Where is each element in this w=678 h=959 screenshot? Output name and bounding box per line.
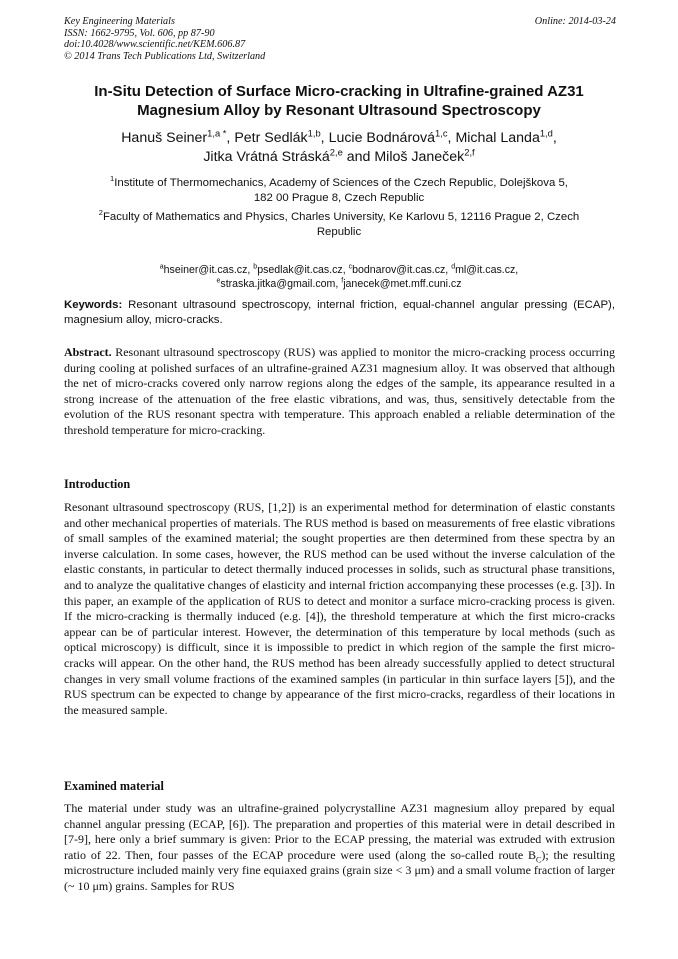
author-name: Jitka Vrátná Stráská <box>203 149 330 165</box>
author-affil-mark: 2,f <box>464 147 475 158</box>
email-address[interactable]: ml@it.cas.cz, <box>455 264 519 276</box>
email-mark: a <box>159 263 164 271</box>
email-mark: e <box>216 277 221 285</box>
email-mark: b <box>253 263 258 271</box>
author-separator: , <box>320 130 329 146</box>
affiliation-text: Republic <box>316 226 362 238</box>
journal-header <box>64 16 616 62</box>
email-line-2 <box>64 277 614 291</box>
title-line-2: Magnesium Alloy by Resonant Ultrasound Spectroscopy <box>137 102 541 119</box>
author-name: Miloš Janeček <box>374 149 465 165</box>
affiliation-2 <box>64 210 614 240</box>
section-heading-introduction: Introduction <box>64 477 131 491</box>
author-affil-mark: 1,d <box>539 128 553 139</box>
route-subscript: C <box>536 855 542 865</box>
abstract-text: Resonant ultrasound spectroscopy (RUS) was applied to monitor the micro-cracking process occurring during cooling at polished surfaces of an ultrafine-grained AZ31 magnesium alloy. It was observed that although the net of micro-cracks covered only narrow regions along the edges of the sample, its appearance resulted in a strong increase of the attenuation of the free elastic vibrations, and was, thus, sensitively detectable from the evolution of the RUS resonant spectra with temperature. This approach enabled a reliable determination of the threshold temperature for micro-cracking. <box>64 345 618 437</box>
author-affil-mark: 1,b <box>307 128 321 139</box>
author-list <box>64 129 614 167</box>
material-text: ); the resulting microstructure included mainly very fine equiaxed grains (grain size < 3 μm) and a small volume fraction of larger (~ 10 μm) grains. Samples for RUS <box>64 847 615 893</box>
email-address[interactable]: psedlak@it.cas.cz, <box>257 264 349 276</box>
doi-line: doi:10.4028/www.scientific.net/KEM.606.87 <box>64 39 246 51</box>
email-mark: c <box>348 263 353 271</box>
author-line-1 <box>64 129 614 148</box>
keywords-label: Keywords: <box>64 299 123 311</box>
affiliation-text: 182 00 Prague 8, Czech Republic <box>253 192 425 204</box>
material-text: The material under study was an ultrafine-grained polycrystalline AZ31 magnesium alloy prepared by equal channel angular pressing (ECAP, [6]). The preparation and properties of this material were in detail described in [7-9], here only a brief summary is given: Prior to the ECAP pressing, the material was extruded with extrusion ratio of 22. Then, four passes of the ECAP procedure were used (along the so-called route B <box>64 801 615 862</box>
abstract-label: Abstract. <box>64 345 112 359</box>
author-affil-mark: 1,c <box>435 128 448 139</box>
author-separator: and <box>342 149 375 165</box>
author-separator: , <box>226 130 235 146</box>
author-affil-mark: 1,a * <box>207 128 227 139</box>
affiliation-number: 2 <box>98 208 103 218</box>
email-line-1 <box>64 249 614 277</box>
affiliation-number: 1 <box>110 174 115 184</box>
copyright-line: © 2014 Trans Tech Publications Ltd, Switzerland <box>64 50 266 62</box>
affiliation-text: Faculty of Mathematics and Physics, Charles University, Ke Karlovu 5, 12116 Prague 2, Czech <box>102 211 580 223</box>
title-line-1: In-Situ Detection of Surface Micro-cracking in Ultrafine-grained AZ31 <box>94 83 584 100</box>
introduction-paragraph: Resonant ultrasound spectroscopy (RUS, [1,2]) is an experimental method for determination of elastic constants and other mechanical properties of materials. The RUS method is based on measurements of free elastic vibrations of small samples of the examined material; the sought properties are then determined from these spectra by an inverse calculation. In some cases, however, the RUS method can be used without the inverse calculation of the elastic constants, in particular to detect thermally induced processes in solids, such as structural phase transitions, and to analyze the qualitative changes of elasticity and internal friction accompanying these processes (e.g. [3]). In this paper, an example of the application of RUS to detect and monitor a surface micro-cracking process is given. If the micro-cracking is thermally induced (e.g. [4]), the threshold temperature at which the first micro-cracks appear can be of particular interest. However, the determination of this temperature by local methods (such as optical microscopy) is difficult, since it is impossible to predict in which region of the sample the first micro-cracks will appear. On the other hand, the RUS method has been already successfully applied to detect structural changes in very small volume fractions of the examined samples (in particular in thin surface layers [5]), and the RUS spectrum can be expected to change by appearance of the first micro-cracks, regardless of their locations in the measured sample. <box>64 500 615 717</box>
material-paragraph <box>64 801 615 895</box>
author-affil-mark: 2,e <box>329 147 343 158</box>
section-heading-material: Examined material <box>64 779 164 793</box>
author-name: Hanuš Seiner <box>121 130 208 146</box>
author-separator: , <box>447 130 456 146</box>
online-date: Online: 2014-03-24 <box>534 16 616 27</box>
email-list <box>64 249 614 291</box>
email-address[interactable]: janecek@met.mff.cuni.cz <box>343 278 462 290</box>
author-name: Lucie Bodnárová <box>328 130 436 146</box>
email-address[interactable]: straska.jitka@gmail.com, <box>220 278 342 290</box>
email-mark: d <box>451 263 456 271</box>
email-mark: f <box>341 277 344 285</box>
abstract-paragraph <box>64 345 618 439</box>
author-separator: , <box>552 130 557 146</box>
author-name: Michal Landa <box>455 130 540 146</box>
keywords-paragraph <box>64 298 619 328</box>
journal-name: Key Engineering Materials <box>64 16 175 27</box>
affiliation-1 <box>64 176 614 206</box>
affiliation-text: Institute of Thermomechanics, Academy of Sciences of the Czech Republic, Dolejškova 5, <box>114 177 568 189</box>
email-address[interactable]: bodnarov@it.cas.cz, <box>352 264 452 276</box>
author-name: Petr Sedlák <box>234 130 308 146</box>
author-line-2 <box>64 148 614 167</box>
paper-title <box>64 82 614 120</box>
keywords-text: Resonant ultrasound spectroscopy, internal friction, equal-channel angular pressing (ECAP), magnesium alloy, micro-cracks. <box>64 299 619 326</box>
email-address[interactable]: hseiner@it.cas.cz, <box>163 264 254 276</box>
issn-line: ISSN: 1662-9795, Vol. 606, pp 87-90 <box>64 27 215 39</box>
